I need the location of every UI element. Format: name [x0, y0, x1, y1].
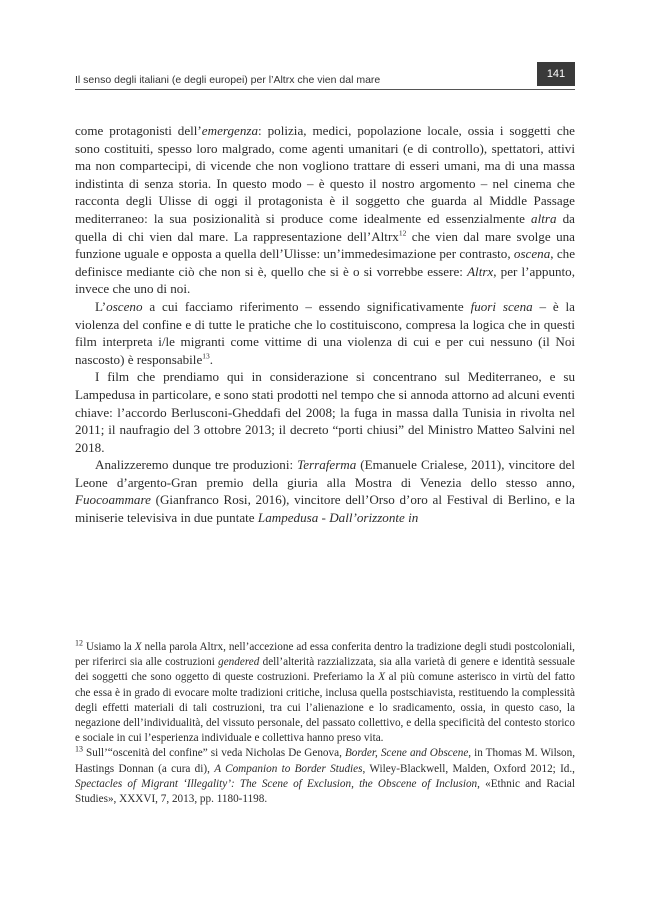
- italic-text: osceno: [106, 298, 143, 314]
- paragraph-3: I film che prendiamo qui in considerazione si concentrano sul Mediterraneo, e su Lampedusa in particolare, e sono stati prodotti nel tempo che si annoda attorno ad alcuni eventi chiave: l’accordo Berlusconi-Gheddafi del 2008; la fuga in massa dalla Tunisia in rivolta nel 2011; il naufragio del 3 ottobre 2013; il decreto “porti chiusi” del Ministro Matteo Salvini nel 2018.: [75, 369, 575, 455]
- italic-text: gendered: [218, 656, 260, 669]
- italic-text: emergenza: [201, 123, 259, 138]
- text-run: , Wiley-Blackwell, Malden, Oxford 2012; Id.,: [362, 762, 575, 775]
- text-run: a cui facciamo riferimento – essendo significativamente: [142, 298, 471, 314]
- text-run: Usiamo la: [83, 641, 135, 653]
- text-run: – è la violenza del confine e di tutte le pratiche che lo costituiscono, compresa la logica che in questi film interpreta i/le migranti come vittime di una violenza di cui e per cui nessuno (il Noi nascosto) è responsabile: [75, 298, 575, 367]
- footnote-number: 13: [75, 744, 83, 754]
- text-run: dell’alterità razzializzata, sia alla varietà di genere e identità sessuale dei soggetti che sono oggetto di queste costruzioni. Preferiamo la: [75, 656, 576, 684]
- text-run: , per l’appunto, invece che uno di noi.: [75, 263, 576, 297]
- running-header: [75, 68, 575, 91]
- italic-text: Fuocoammare: [75, 492, 151, 508]
- italic-text: Altrx: [467, 263, 494, 279]
- text-run: , in Thomas M. Wilson, Hastings Donnan (a cura di),: [75, 747, 576, 775]
- paragraph-4: [75, 456, 575, 526]
- text-run: L’: [95, 298, 107, 314]
- text-run: : polizia, medici, popolazione locale, ossia i soggetti che sono costituiti, spesso loro malgrado, come agenti umanitari (e di controllo), spettatori, attivi ma non compartecipi, di vicende che non vogliono trattare di esseri umani, ma di una massa indistinta di senza storia. In questo modo – è questo il nostro argomento – nel cinema che racconta degli Ulisse di oggi il protagonista è il soggetto che guarda al Middle Passage mediterraneo: la sua posizionalità si produce come idealmente ed essenzialmente: [75, 123, 575, 226]
- text-run: .: [209, 351, 214, 367]
- text-run: Sull’“oscenità del confine” si veda Nicholas De Genova,: [83, 747, 345, 760]
- footnote-number: 12: [75, 638, 83, 648]
- italic-text: Lampedusa - Dall’orizzonte in: [257, 510, 419, 526]
- text-run: nella parola Altrx, nell’accezione ad essa conferita dentro la tradizione degli studi postcoloniali, per riferirci sia alle costruzioni: [75, 641, 575, 669]
- text-run: come protagonisti dell’: [75, 123, 202, 138]
- footnote-ref-13[interactable]: 13: [202, 351, 210, 361]
- running-header-title: Il senso degli italiani (e degli europei) per l’Altrx che vien dal mare: [75, 74, 381, 86]
- paragraph-2: [75, 298, 575, 368]
- header-rule: [75, 89, 575, 90]
- footnotes: [75, 640, 575, 807]
- footnote-12: [75, 640, 575, 746]
- text-run: (Emanuele Crialese, 2011), vincitore del Leone d’argento-Gran premio della giuria alla Mostra di Venezia dello stesso anno,: [75, 457, 575, 490]
- italic-text: X: [378, 671, 386, 684]
- text-run: , «Ethnic and Racial Studies», XXXVI, 7, 2013, pp. 1180-1198.: [75, 777, 576, 806]
- italic-text: fuori scena: [470, 298, 533, 314]
- italic-text: Spectacles of Migrant ‘Illegality’: The Scene of Exclusion, the Obscene of Inclusion: [75, 777, 478, 790]
- text-run: Analizzeremo dunque tre produzioni:: [95, 457, 298, 473]
- text-run: da quella di chi vien dal mare. La rappresentazione dell’Altrx: [75, 210, 575, 244]
- footnote-13: [75, 746, 575, 807]
- italic-text: oscena: [513, 246, 551, 262]
- italic-text: Terraferma: [297, 457, 357, 473]
- text-run: (Gianfranco Rosi, 2016), vincitore dell’Orso d’oro al Festival di Berlino, e la miniserie televisiva in due puntate: [75, 492, 575, 526]
- page-number: 141: [537, 62, 575, 86]
- paragraph-1: [75, 122, 575, 298]
- body-text: [75, 122, 575, 527]
- italic-text: A Companion to Border Studies: [214, 762, 363, 775]
- text-run: , che definisce mediante ciò che non si è, quello che si è o si vorrebbe essere:: [75, 246, 576, 279]
- italic-text: X: [134, 641, 142, 653]
- italic-text: altra: [531, 210, 557, 226]
- italic-text: Border, Scene and Obscene: [344, 747, 469, 760]
- text-run: che vien dal mare svolge una funzione uguale e opposta a quella dell’Ulisse: un’immedesimazione per contrasto,: [75, 228, 575, 262]
- footnote-ref-12[interactable]: 12: [398, 228, 407, 238]
- text-run: al più comune asterisco in virtù del fatto che essa è in grado di evocare molte tradizioni critiche, inclusa quella postschiavista, restituendo la complessità degli effetti materiali di tali costruzioni, tra cui l’alienazione e lo sradicamento, ossia, in questo caso, la negazione dell’individualità, del vissuto personale, del passato collettivo, e della specificità del contesto storico e sociale in cui l’esperienza individuale e collettiva hanno preso vita.: [75, 671, 575, 745]
